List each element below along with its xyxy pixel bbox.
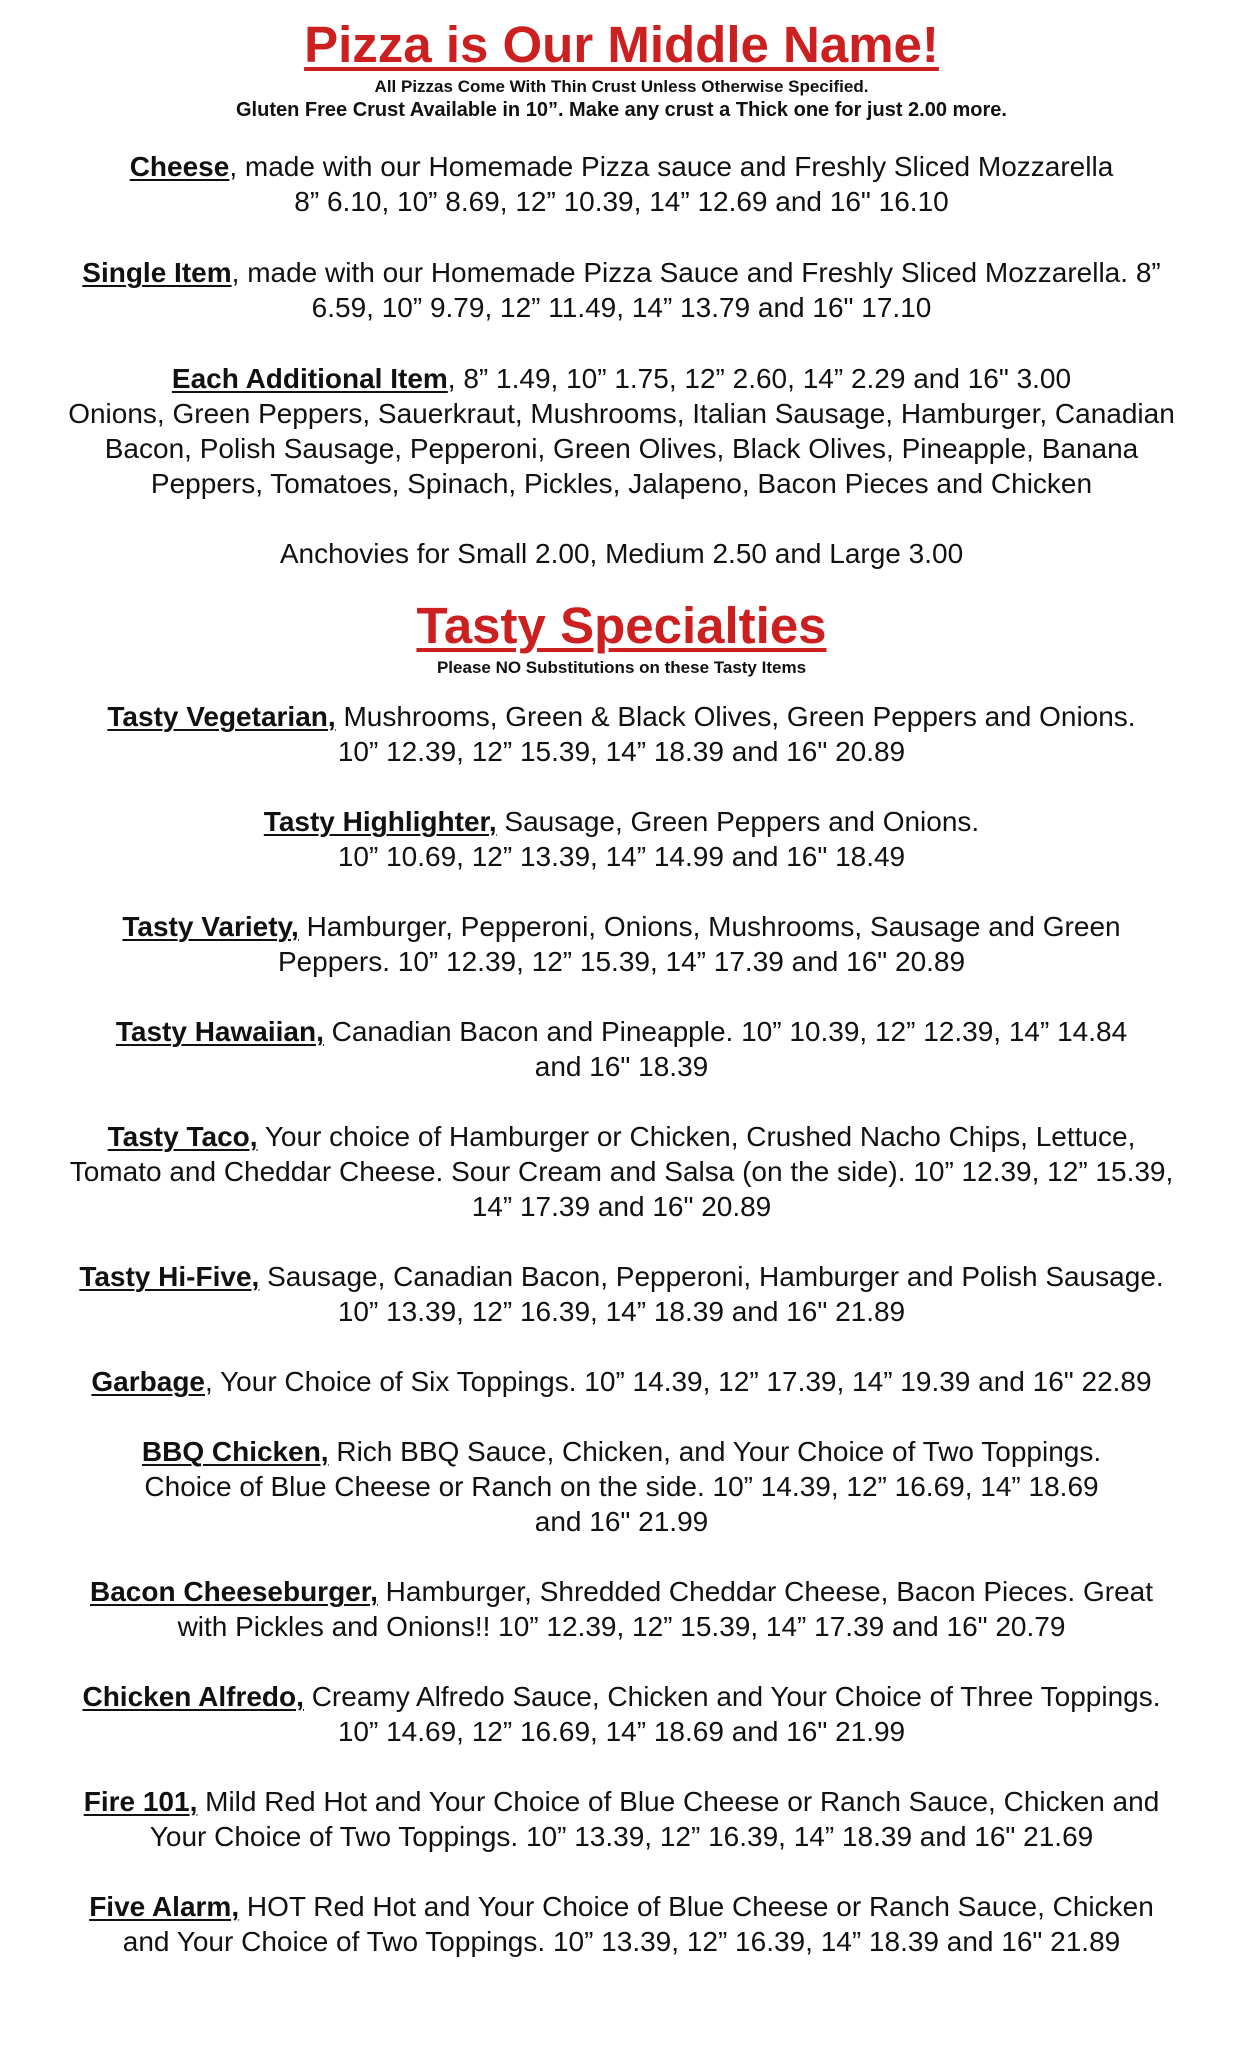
item-description: HOT Red Hot and Your Choice of Blue Cheese or Ranch Sauce, Chicken [239, 1891, 1154, 1922]
item-line [10, 361, 1233, 396]
menu-item-tasty-vegetarian [10, 699, 1233, 769]
item-prices: 10” 10.69, 12” 13.39, 14” 14.99 and 16" 18.49 [337, 841, 906, 872]
item-line [10, 699, 1233, 734]
menu-item-tasty-hi-five [10, 1259, 1233, 1329]
item-line [10, 1889, 1233, 1924]
item-line [10, 804, 1233, 839]
anchovies-note: Anchovies for Small 2.00, Medium 2.50 and Large 3.00 [279, 538, 964, 569]
item-description-line: Choice of Blue Cheese or Ranch on the side. 10” 14.39, 12” 16.69, 14” 18.69 [144, 1471, 1099, 1502]
item-prices: 8” 6.10, 10” 8.69, 12” 10.39, 14” 12.69 and 16" 16.10 [294, 186, 949, 217]
item-prices: Your Choice of Two Toppings. 10” 13.39, 12” 16.39, 14” 18.39 and 16" 21.69 [149, 1821, 1094, 1852]
item-prices: 14” 17.39 and 16" 20.89 [471, 1191, 772, 1222]
item-description: Mushrooms, Green & Black Olives, Green Peppers and Onions. [335, 701, 1136, 732]
item-line [10, 1679, 1233, 1714]
gluten-free-note: Gluten Free Crust Available in 10”. Make any crust a Thick one for just 2.00 more. [236, 99, 1007, 121]
item-description: Sausage, Canadian Bacon, Pepperoni, Hamburger and Polish Sausage. [259, 1261, 1164, 1292]
item-name: Tasty Highlighter, [263, 806, 497, 837]
item-line [10, 1364, 1233, 1399]
item-line [10, 255, 1233, 290]
item-name: Tasty Taco, [107, 1121, 258, 1152]
item-description: Hamburger, Shredded Cheddar Cheese, Bacon Pieces. Great [377, 1576, 1153, 1607]
menu-title: Pizza is Our Middle Name! [304, 16, 939, 73]
menu-item-fire-101 [10, 1784, 1233, 1854]
item-line [10, 1574, 1233, 1609]
item-name: Tasty Hawaiian, [115, 1016, 324, 1047]
menu-item-cheese [10, 149, 1233, 219]
menu-item-bacon-cheeseburger [10, 1574, 1233, 1644]
item-line [10, 1014, 1233, 1049]
menu-item-chicken-alfredo [10, 1679, 1233, 1749]
item-prices: and Your Choice of Two Toppings. 10” 13.39, 12” 16.39, 14” 18.39 and 16" 21.89 [122, 1926, 1121, 1957]
item-description: Mild Red Hot and Your Choice of Blue Cheese or Ranch Sauce, Chicken and [197, 1786, 1160, 1817]
item-description: , 8” 1.49, 10” 1.75, 12” 2.60, 14” 2.29 and 16" 3.00 [447, 363, 1072, 394]
item-description: Sausage, Green Peppers and Onions. [496, 806, 980, 837]
menu-item-tasty-variety [10, 909, 1233, 979]
item-line [10, 1119, 1233, 1154]
item-name: Chicken Alfredo, [82, 1681, 304, 1712]
item-prices: 10” 13.39, 12” 16.39, 14” 18.39 and 16" 21.89 [337, 1296, 906, 1327]
menu-item-garbage [10, 1364, 1233, 1399]
item-prices: Peppers. 10” 12.39, 12” 15.39, 14” 17.39 and 16" 20.89 [277, 946, 966, 977]
item-description: Canadian Bacon and Pineapple. 10” 10.39, 12” 12.39, 14” 14.84 [323, 1016, 1128, 1047]
item-line [10, 1784, 1233, 1819]
item-description: , Your Choice of Six Toppings. 10” 14.39, 12” 17.39, 14” 19.39 and 16" 22.89 [205, 1366, 1152, 1397]
item-line [10, 909, 1233, 944]
item-prices: with Pickles and Onions!! 10” 12.39, 12” 15.39, 14” 17.39 and 16" 20.79 [177, 1611, 1066, 1642]
item-description-line: Tomato and Cheddar Cheese. Sour Cream and Salsa (on the side). 10” 12.39, 12” 15.39, [69, 1156, 1174, 1187]
item-line [10, 1434, 1233, 1469]
item-description: Rich BBQ Sauce, Chicken, and Your Choice of Two Toppings. [328, 1436, 1102, 1467]
item-name: Garbage [91, 1366, 206, 1397]
item-name: Fire 101, [83, 1786, 198, 1817]
item-name: Cheese [129, 151, 230, 182]
item-name: Five Alarm, [89, 1891, 240, 1922]
menu-item-bbq-chicken [10, 1434, 1233, 1539]
item-name: Tasty Variety, [122, 911, 299, 942]
item-prices: 10” 14.69, 12” 16.69, 14” 18.69 and 16" 21.99 [337, 1716, 906, 1747]
item-name: Tasty Vegetarian, [107, 701, 336, 732]
item-line [10, 1259, 1233, 1294]
item-prices: and 16" 18.39 [534, 1051, 709, 1082]
menu-item-tasty-highlighter [10, 804, 1233, 874]
item-name: BBQ Chicken, [141, 1436, 329, 1467]
topping-list-line: Bacon, Polish Sausage, Pepperoni, Green Olives, Black Olives, Pineapple, Banana [104, 433, 1139, 464]
item-description: Creamy Alfredo Sauce, Chicken and Your Choice of Three Toppings. [303, 1681, 1161, 1712]
item-prices: and 16" 21.99 [534, 1506, 709, 1537]
menu-item-five-alarm [10, 1889, 1233, 1959]
menu-item-tasty-hawaiian [10, 1014, 1233, 1084]
item-name: Tasty Hi-Five, [79, 1261, 260, 1292]
item-name: Single Item [82, 257, 232, 288]
menu-item-additional-item [10, 361, 1233, 501]
topping-list-line: Peppers, Tomatoes, Spinach, Pickles, Jalapeno, Bacon Pieces and Chicken [150, 468, 1093, 499]
topping-list-line: Onions, Green Peppers, Sauerkraut, Mushrooms, Italian Sausage, Hamburger, Canadian [68, 398, 1175, 429]
item-description: , made with our Homemade Pizza sauce and Freshly Sliced Mozzarella [229, 151, 1114, 182]
item-prices: 10” 12.39, 12” 15.39, 14” 18.39 and 16" 20.89 [337, 736, 906, 767]
item-description: , made with our Homemade Pizza Sauce and Freshly Sliced Mozzarella. 8” [231, 257, 1161, 288]
item-name: Each Additional Item [171, 363, 448, 394]
item-description: Your choice of Hamburger or Chicken, Crushed Nacho Chips, Lettuce, [257, 1121, 1136, 1152]
crust-note: All Pizzas Come With Thin Crust Unless Otherwise Specified. [374, 77, 869, 96]
menu-item-tasty-taco [10, 1119, 1233, 1224]
item-name: Bacon Cheeseburger, [90, 1576, 378, 1607]
menu-item-single-item [10, 255, 1233, 325]
specialties-title: Tasty Specialties [416, 597, 827, 654]
specialties-note: Please NO Substitutions on these Tasty Items [436, 658, 807, 677]
item-prices: 6.59, 10” 9.79, 12” 11.49, 14” 13.79 and 16" 17.10 [311, 292, 932, 323]
item-line [10, 149, 1233, 184]
item-description: Hamburger, Pepperoni, Onions, Mushrooms, Sausage and Green [298, 911, 1121, 942]
